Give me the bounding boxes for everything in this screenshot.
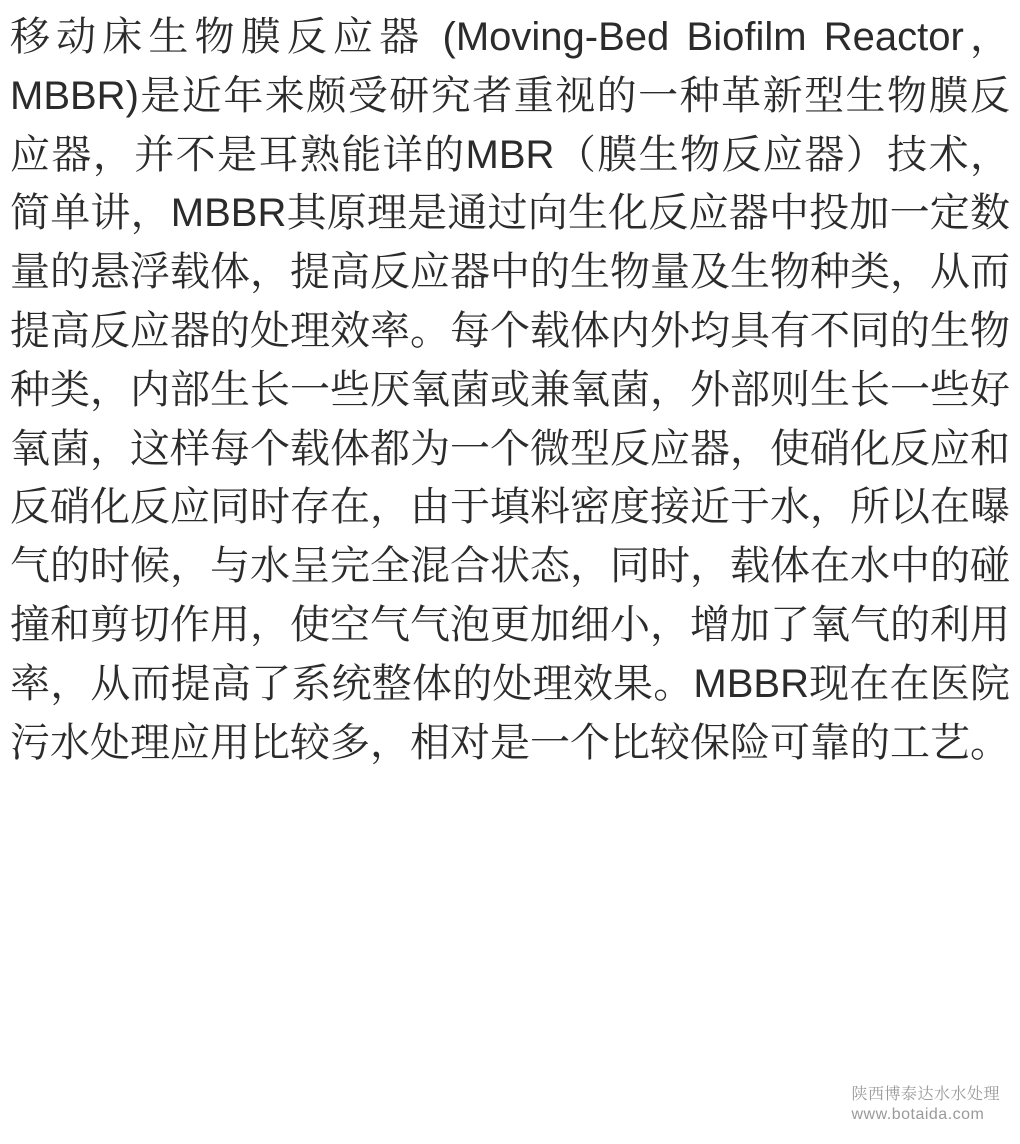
article-body-text: 移动床生物膜反应器 (Moving-Bed Biofilm Reactor，MBBR)是近年来颇受研究者重视的一种革新型生物膜反应器，并不是耳熟能详的MBR（膜生物反应器）技术，简单讲，MBBR其原理是通过向生化反应器中投加一定数量的悬浮载体，提高反应器中的生物量及生物种类，从而提高反应器的处理效率。每个载体内外均具有不同的生物种类，内部生长一些厌氧菌或兼氧菌，外部则生长一些好氧菌，这样每个载体都为一个微型反应器，使硝化反应和反硝化反应同时存在，由于填料密度接近于水，所以在曝气的时候，与水呈完全混合状态，同时，载体在水中的碰撞和剪切作用，使空气气泡更加细小，增加了氧气的利用率，从而提高了系统整体的处理效果。MBBR现在在医院污水处理应用比较多，相对是一个比较保险可靠的工艺。 [10, 15, 1010, 765]
watermark-website-url: www.botaida.com [851, 1106, 985, 1123]
watermark [843, 1081, 1006, 1130]
watermark-company-name: 陕西博泰达水水处理 [851, 1086, 1000, 1103]
